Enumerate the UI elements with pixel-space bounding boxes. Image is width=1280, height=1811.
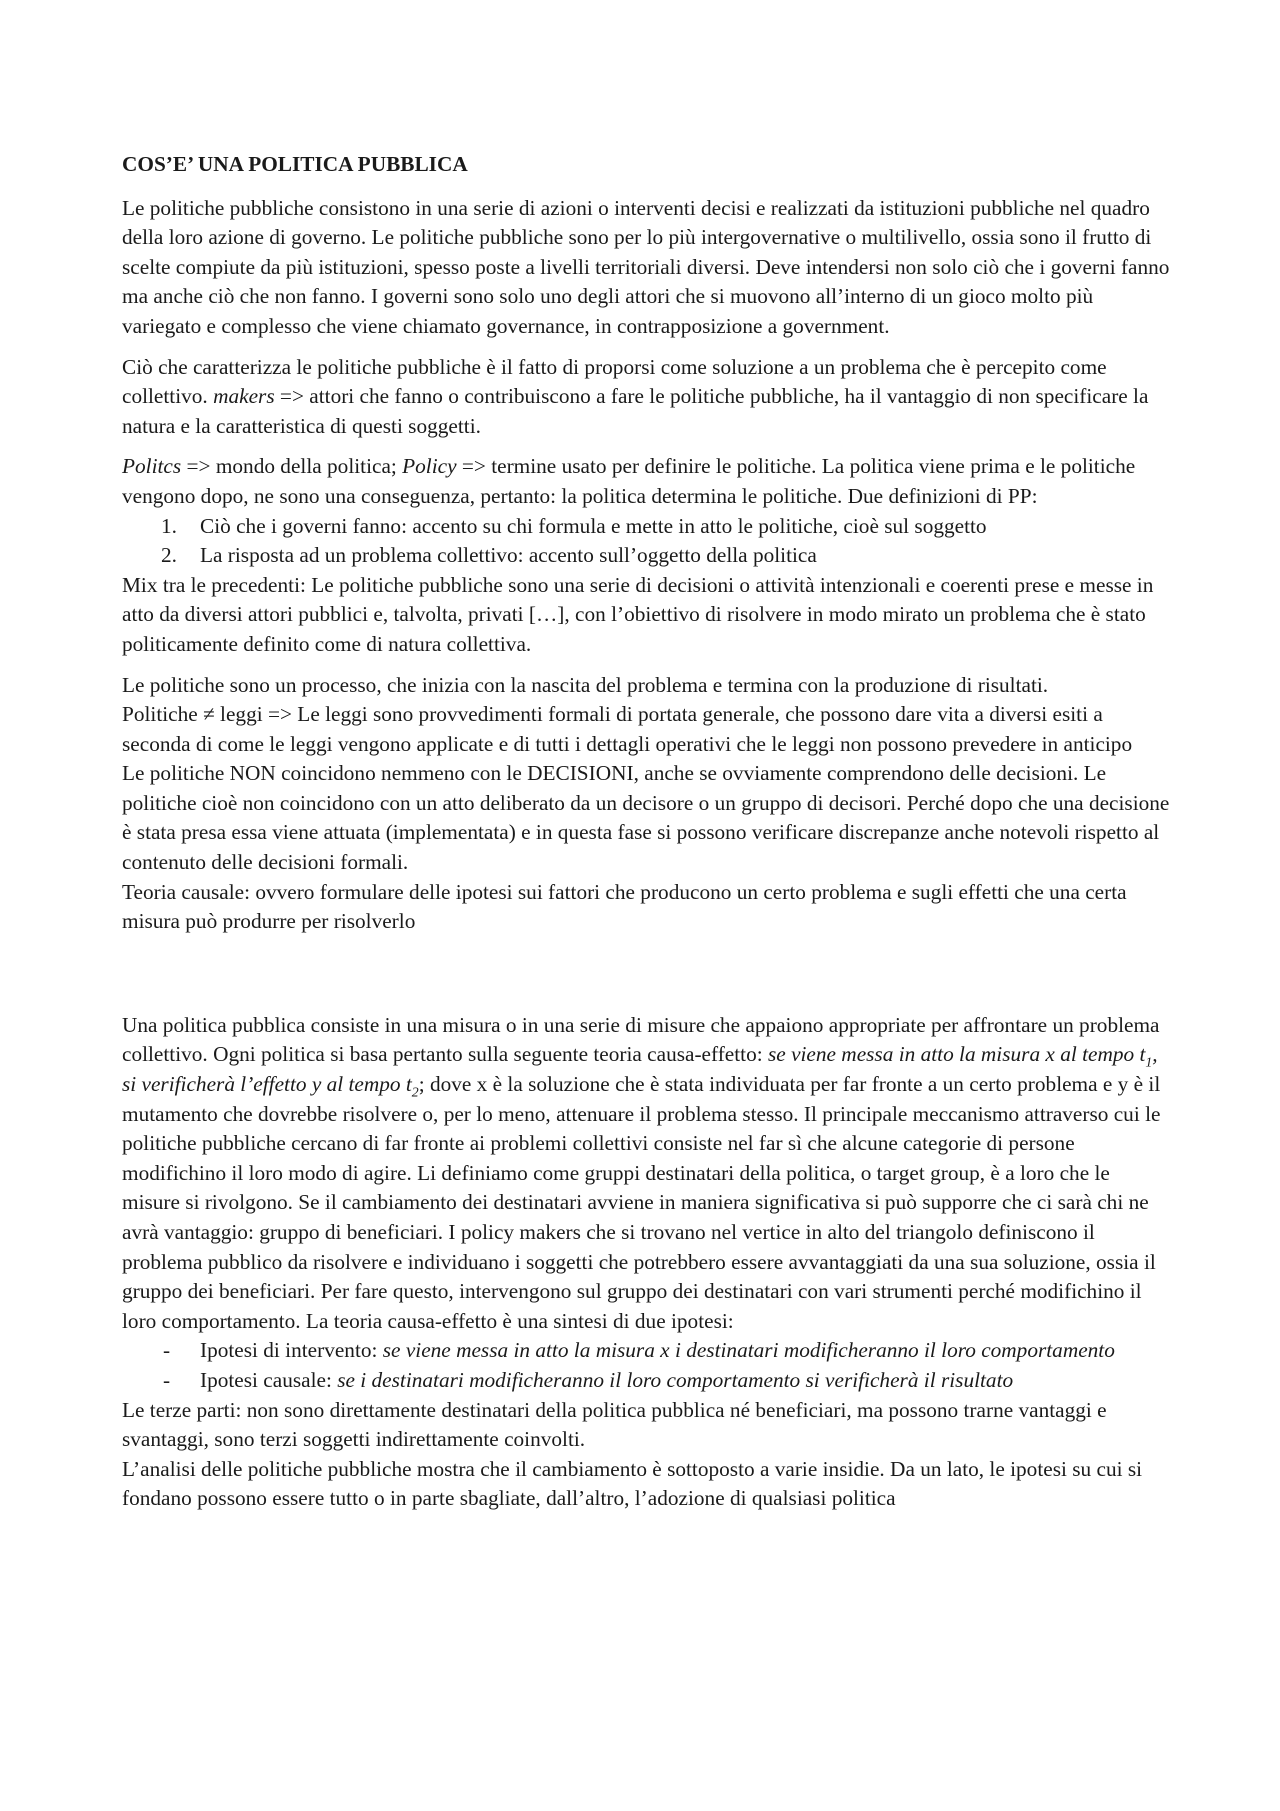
paragraph-cause-effect: Una politica pubblica consiste in una misura o in una serie di misure che appaiono appropriate per affrontare un problema collettivo. Ogni politica si basa pertanto sulla seguente teoria causa-effetto: se viene messa in atto la misura x al tempo $t_1$, si verificherà l’effetto y al tempo $t_2$; dove x è la soluzione che è stata individuata per far fronte a un certo problema e y è il mutamento che dovrebbe risolvere o, per lo meno, attenuare il problema stesso. Il principale meccanismo attraverso cui le politiche pubbliche cercano di far fronte ai problemi collettivi consiste nel far sì che alcune categorie di persone modifichino il loro modo di agire. Li definiamo come gruppi destinatari della politica, o target group, è a loro che le misure si rivolgono. Se il cambiamento dei destinatari avviene in maniera significativa si può supporre che ci sarà chi ne avrà vantaggio: gruppo di beneficiari. I policy makers che si trovano nel vertice in alto del triangolo definiscono il problema pubblico da risolvere e individuano i soggetti che potrebbero essere avvantaggiati da una sua soluzione, ossia il gruppo dei beneficiari. Per fare questo, intervengono sul gruppo dei destinatari con vari strumenti perché modifichino il loro comportamento. La teoria causa-effetto è una sintesi di due ipotesi: bbox=[122, 1012, 1161, 1333]
list-item: 1. Ciò che i governi fanno: accento su chi formula e mette in atto le politiche, cioè sul soggetto bbox=[161, 513, 987, 538]
paragraph-mix: Mix tra le precedenti: Le politiche pubbliche sono una serie di decisioni o attività intenzionali e coerenti prese e messe in atto da diversi attori pubblici e, talvolta, privati […], con l’obiettivo di risolvere in modo mirato un problema che è stato politicamente definito come di natura collettiva. bbox=[122, 572, 1154, 656]
paragraph-third-parties: Le terze parti: non sono direttamente destinatari della politica pubblica né beneficiari, ma possono trarne vantaggi e svantaggi, sono terzi soggetti indirettamente coinvolti. bbox=[122, 1397, 1107, 1452]
hypotheses-list bbox=[122, 1336, 1172, 1395]
paragraph-process: Le politiche sono un processo, che inizia con la nascita del problema e termina con la produzione di risultati. bbox=[122, 672, 1049, 697]
paragraph-causal-theory: Teoria causale: ovvero formulare delle ipotesi sui fattori che producono un certo problema e sugli effetti che una certa misura può produrre per risolverlo bbox=[122, 879, 1127, 934]
paragraph-laws: Politiche ≠ leggi => Le leggi sono provvedimenti formali di portata generale, che possono dare vita a diversi esiti a seconda di come le leggi vengono applicate e di tutti i dettagli operativi che le leggi non possono prevedere in anticipo bbox=[122, 702, 1133, 756]
list-item: - Ipotesi causale: se i destinatari modificheranno il loro comportamento si verificherà il risultato bbox=[163, 1367, 1014, 1392]
paragraph-analysis: L’analisi delle politiche pubbliche mostra che il cambiamento è sottoposto a varie insidie. Da un lato, le ipotesi su cui si fondano possono essere tutto o in parte sbagliate, dall’altro, l’adozione di qualsiasi politica bbox=[122, 1456, 1143, 1511]
paragraph-definition: Le politiche pubbliche consistono in una serie di azioni o interventi decisi e realizzati da istituzioni pubbliche nel quadro della loro azione di governo. Le politiche pubbliche sono per lo più intergovernative o multilivello, ossia sono il frutto di scelte compiute da più istituzioni, spesso poste a livelli territoriali diversi. Deve intendersi non solo ciò che i governi fanno ma anche ciò che non fanno. I governi sono solo uno degli attori che si muovono all’interno di un gioco molto più variegato e complesso che viene chiamato governance, in contrapposizione a government. bbox=[122, 195, 1170, 338]
paragraph-politics-policy: Politcs => mondo della politica; Policy => termine usato per definire le politiche. La politica viene prima e le politiche vengono dopo, ne sono una conseguenza, pertanto: la politica determina le politiche. Due definizioni di PP: bbox=[122, 454, 1136, 508]
document-page bbox=[122, 150, 1172, 1514]
list-item: 2. La risposta ad un problema collettivo: accento sull’oggetto della politica bbox=[161, 543, 817, 568]
definitions-list bbox=[122, 512, 1172, 571]
list-item: - Ipotesi di intervento: se viene messa in atto la misura x i destinatari modificheranno il loro comportamento bbox=[163, 1338, 1115, 1363]
paragraph-decisions: Le politiche NON coincidono nemmeno con le DECISIONI, anche se ovviamente comprendono delle decisioni. Le politiche cioè non coincidono con un atto deliberato da un decisore o un gruppo di decisori. Perché dopo che una decisione è stata presa essa viene attuata (implementata) e in questa fase si possono verificare discrepanze anche notevoli rispetto al contenuto delle decisioni formali. bbox=[122, 761, 1170, 875]
paragraph-policy-makers: Ciò che caratterizza le politiche pubbliche è il fatto di proporsi come soluzione a un problema che è percepito come collettivo. makers => attori che fanno o contribuiscono a fare le politiche pubbliche, ha il vantaggio di non specificare la natura e la caratteristica di questi soggetti. bbox=[122, 354, 1149, 438]
document-title: COS’E’ UNA POLITICA PUBBLICA bbox=[122, 152, 468, 176]
